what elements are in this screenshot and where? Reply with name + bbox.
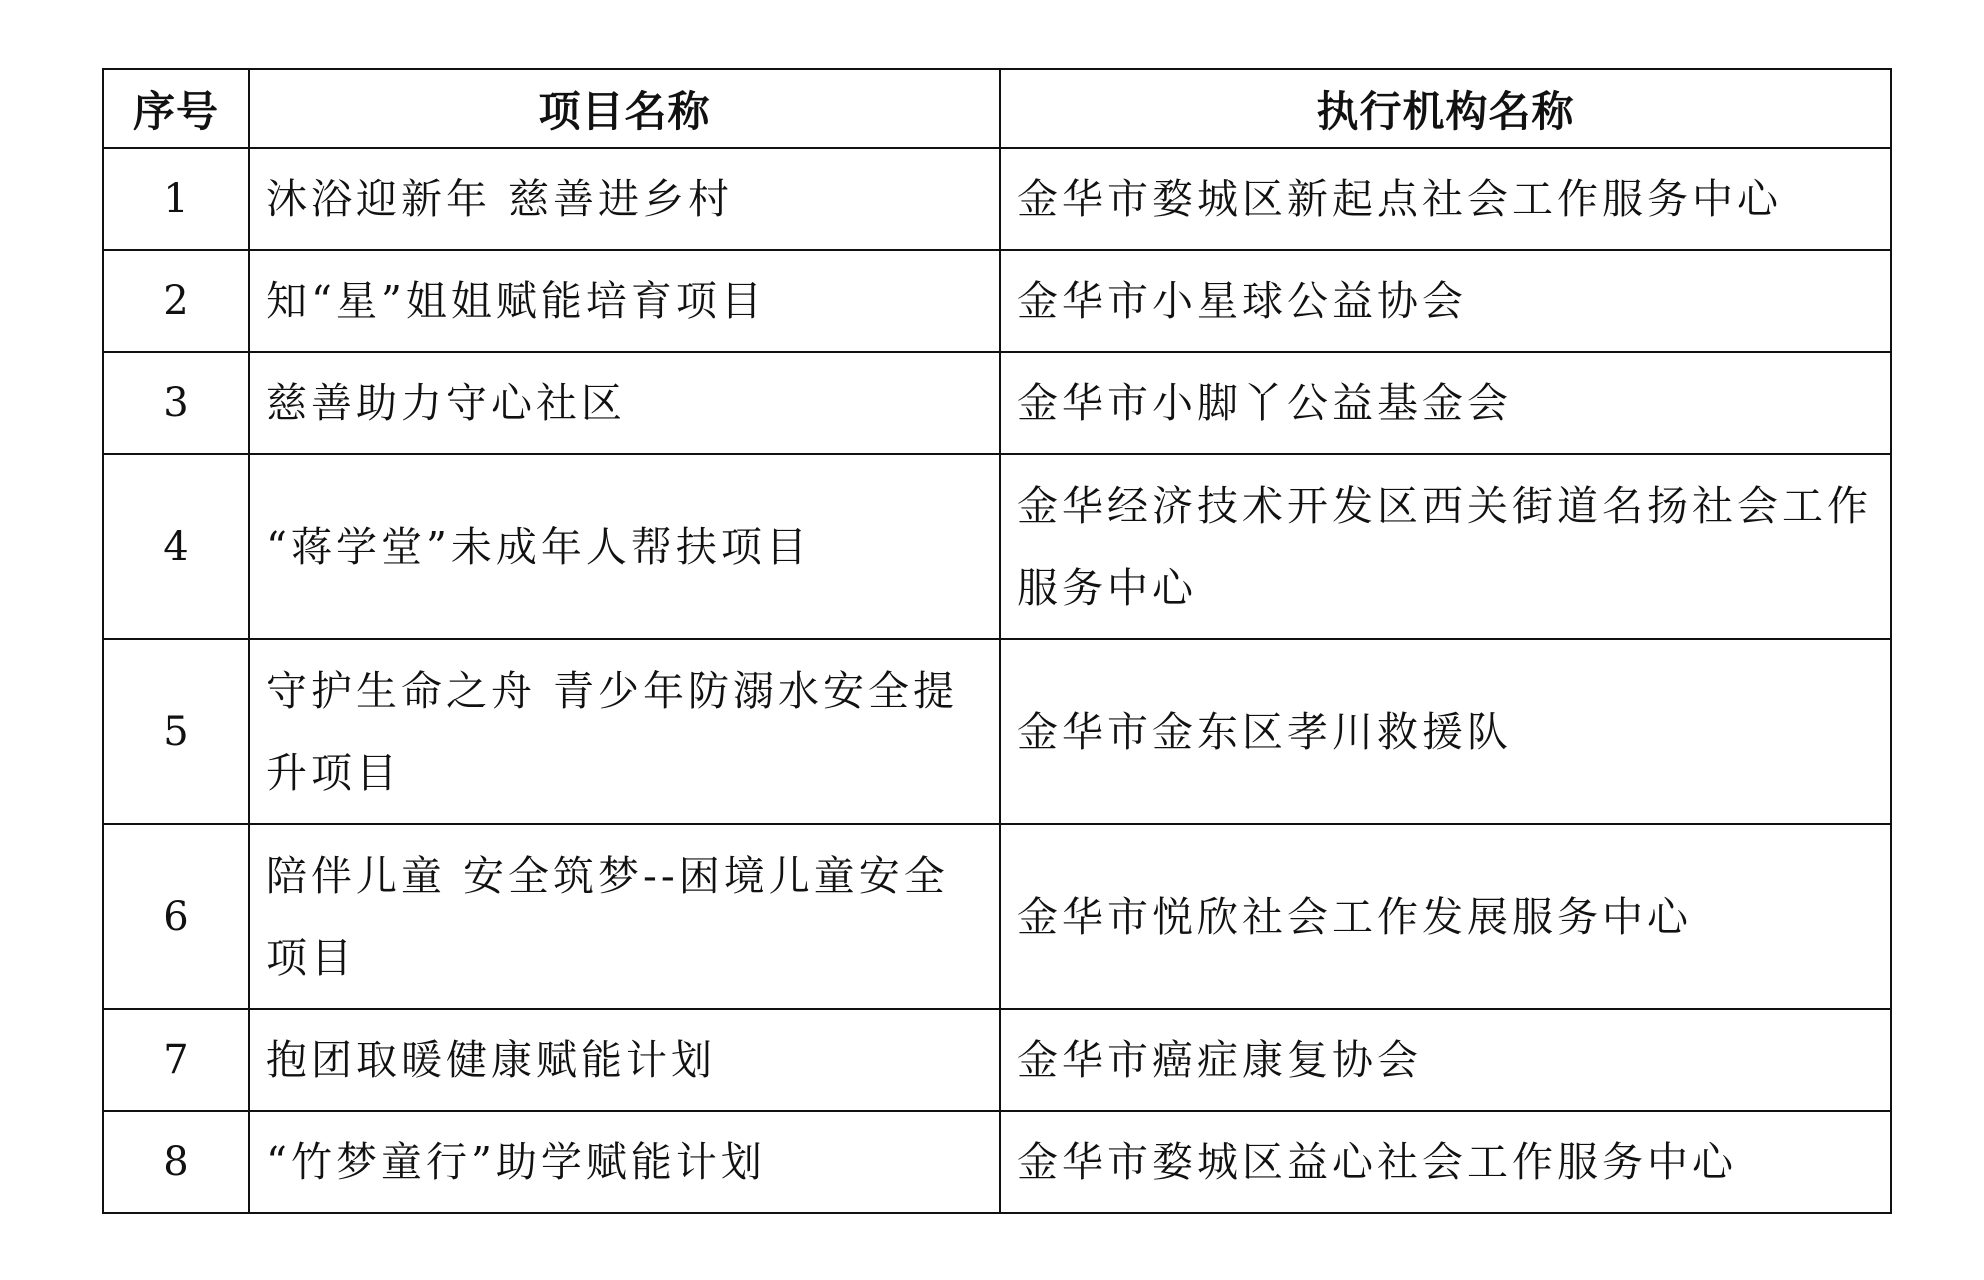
serial-number-cell: 2	[103, 250, 249, 352]
organization-name-cell: 金华经济技术开发区西关街道名扬社会工作服务中心	[1000, 454, 1891, 639]
header-organization-name: 执行机构名称	[1000, 69, 1891, 148]
table-row	[103, 148, 1891, 250]
project-name-cell: 抱团取暖健康赋能计划	[249, 1009, 1000, 1111]
organization-name-cell: 金华市癌症康复协会	[1000, 1009, 1891, 1111]
table-row	[103, 1009, 1891, 1111]
organization-name-cell: 金华市小脚丫公益基金会	[1000, 352, 1891, 454]
serial-number-cell: 1	[103, 148, 249, 250]
serial-number-cell: 4	[103, 454, 249, 639]
project-name-cell: 陪伴儿童 安全筑梦--困境儿童安全项目	[249, 824, 1000, 1009]
table-row	[103, 639, 1891, 824]
header-row	[103, 69, 1891, 148]
project-name-cell: 沐浴迎新年 慈善进乡村	[249, 148, 1000, 250]
header-serial-number: 序号	[103, 69, 249, 148]
organization-name-cell: 金华市婺城区新起点社会工作服务中心	[1000, 148, 1891, 250]
serial-number-cell: 3	[103, 352, 249, 454]
table-row	[103, 824, 1891, 1009]
project-name-cell: 慈善助力守心社区	[249, 352, 1000, 454]
serial-number-cell: 8	[103, 1111, 249, 1213]
serial-number-cell: 7	[103, 1009, 249, 1111]
table-header	[103, 69, 1891, 148]
project-table	[102, 68, 1892, 1214]
project-name-cell: 守护生命之舟 青少年防溺水安全提升项目	[249, 639, 1000, 824]
table-body	[103, 148, 1891, 1213]
serial-number-cell: 5	[103, 639, 249, 824]
organization-name-cell: 金华市婺城区益心社会工作服务中心	[1000, 1111, 1891, 1213]
organization-name-cell: 金华市金东区孝川救援队	[1000, 639, 1891, 824]
table-row	[103, 454, 1891, 639]
table-row	[103, 1111, 1891, 1213]
organization-name-cell: 金华市小星球公益协会	[1000, 250, 1891, 352]
header-project-name: 项目名称	[249, 69, 1000, 148]
project-name-cell: “蒋学堂”未成年人帮扶项目	[249, 454, 1000, 639]
organization-name-cell: 金华市悦欣社会工作发展服务中心	[1000, 824, 1891, 1009]
project-name-cell: 知“星”姐姐赋能培育项目	[249, 250, 1000, 352]
serial-number-cell: 6	[103, 824, 249, 1009]
project-name-cell: “竹梦童行”助学赋能计划	[249, 1111, 1000, 1213]
table-row	[103, 250, 1891, 352]
table-row	[103, 352, 1891, 454]
